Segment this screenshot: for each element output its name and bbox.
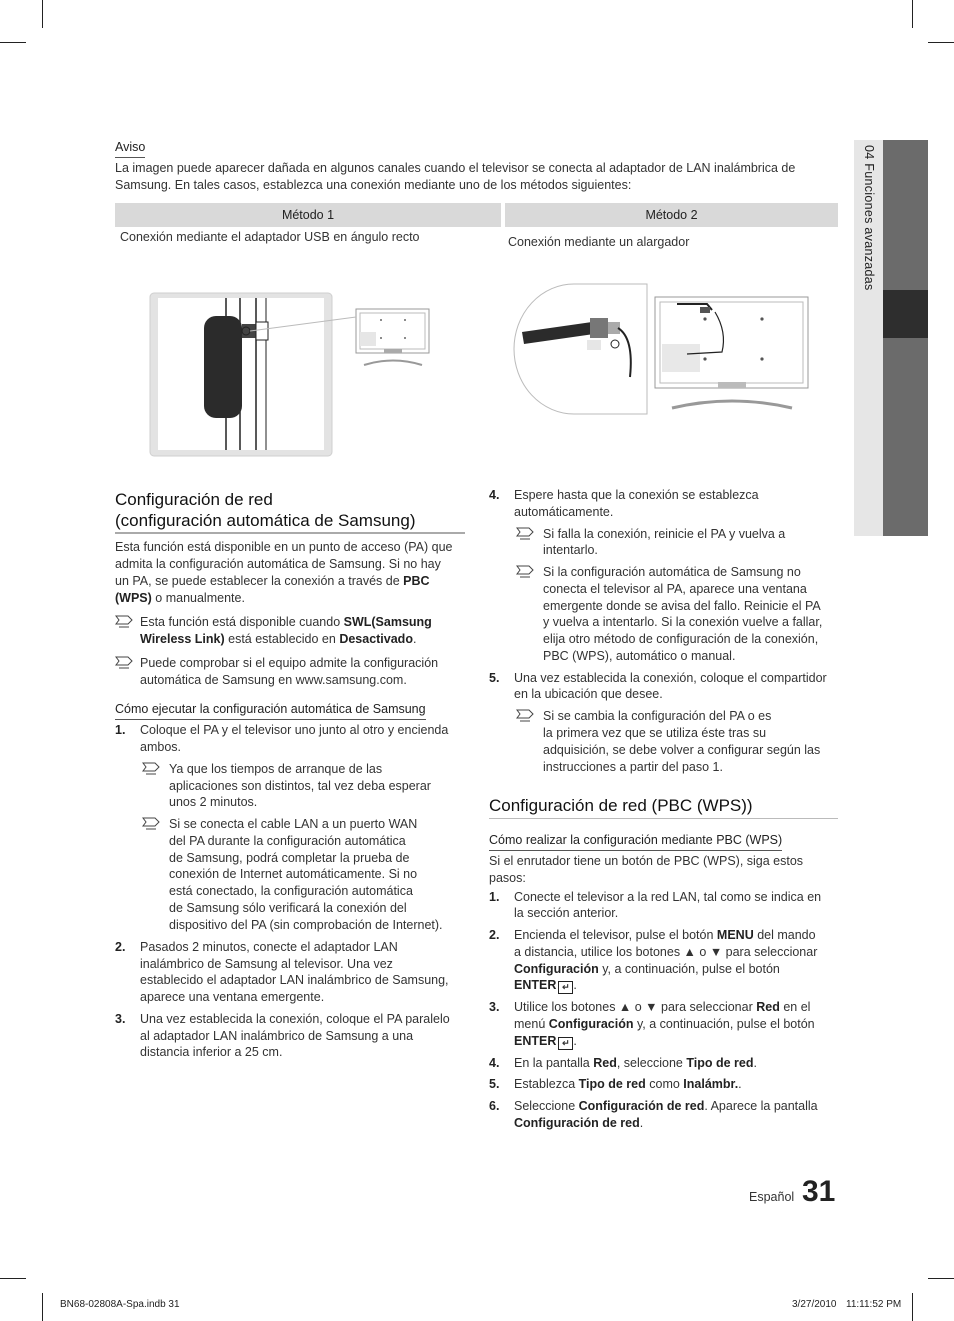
section2-intro: pasos: bbox=[489, 871, 526, 885]
note-icon bbox=[115, 614, 133, 628]
footer-date: 3/27/2010 bbox=[792, 1299, 837, 1310]
crop-mark bbox=[928, 1278, 954, 1279]
note-icon bbox=[516, 708, 534, 722]
step4-note2: PBC (WPS), automático o manual. bbox=[543, 649, 736, 663]
notice-text: La imagen puede aparecer dañada en algunos canales cuando el televisor se conecta al adaptador de LAN inalámbrica de Samsung. En tales casos, establezca una conexión mediante uno de los métodos siguientes: bbox=[115, 161, 796, 192]
step5-note: Si se cambia la configuración del PA o es bbox=[543, 709, 772, 723]
step4-note1: intentarlo. bbox=[543, 543, 598, 557]
step1-note2: conexión de Internet automáticamente. Si no bbox=[169, 867, 418, 881]
step-number: 5. bbox=[489, 1077, 500, 1091]
step5-text: Una vez establecida la conexión, coloque el compartidor bbox=[514, 671, 827, 685]
section2-intro: Si el enrutador tiene un botón de PBC (WPS), siga estos bbox=[489, 854, 804, 868]
section1-subheading: Cómo ejecutar la configuración automática de Samsung bbox=[115, 701, 426, 720]
step-number: 4. bbox=[489, 488, 500, 502]
section1-note2: Puede comprobar si el equipo admite la configuración bbox=[140, 656, 439, 670]
section1-intro: un PA, se puede establecer la conexión a través de PBC bbox=[115, 574, 430, 588]
step4-note2: conecta el televisor al PA, aparece una ventana bbox=[543, 582, 807, 596]
pbc-step1: la sección anterior. bbox=[514, 906, 619, 920]
pbc-step3: menú Configuración y, a continuación, pulse el botón bbox=[514, 1017, 815, 1031]
step-number: 2. bbox=[115, 940, 126, 954]
pbc-step6: Configuración de red. bbox=[514, 1116, 644, 1130]
crop-mark bbox=[0, 42, 26, 43]
crop-mark bbox=[0, 1278, 26, 1279]
crop-mark bbox=[912, 0, 913, 28]
step1-note2: de Samsung sólo verificará la conexión del bbox=[169, 901, 407, 915]
step2-text: establecido el adaptador LAN inalámbrico de Samsung, bbox=[140, 973, 449, 987]
step1-note2: del PA durante la configuración automática bbox=[169, 834, 406, 848]
pbc-step2: Configuración y, a continuación, pulse el botón bbox=[514, 962, 780, 976]
step-number: 3. bbox=[115, 1012, 126, 1026]
side-tab-chapter: 04 Funciones avanzadas bbox=[862, 145, 876, 291]
step-number: 4. bbox=[489, 1056, 500, 1070]
side-tab-block bbox=[883, 140, 928, 290]
crop-mark bbox=[912, 1293, 913, 1321]
step2-text: inalámbrico de Samsung al televisor. Una vez bbox=[140, 957, 393, 971]
enter-icon: ↵ bbox=[558, 981, 573, 994]
section1-title-line2: (configuración automática de Samsung) bbox=[115, 511, 416, 530]
crop-mark bbox=[928, 42, 954, 43]
step-number: 3. bbox=[489, 1000, 500, 1014]
method1-header: Método 1 bbox=[115, 203, 501, 227]
step4-note2: emergente donde se avisa del fallo. Reinicie el PA bbox=[543, 599, 821, 613]
footer-time: 11:11:52 PM bbox=[846, 1299, 902, 1310]
step1-note2: está conectado, la configuración automática bbox=[169, 884, 413, 898]
pbc-step4: En la pantalla Red, seleccione Tipo de red. bbox=[514, 1056, 757, 1070]
side-tab-active-block bbox=[883, 290, 928, 338]
pbc-step6: Seleccione Configuración de red. Aparece la pantalla bbox=[514, 1099, 818, 1113]
section1-note1: Esta función está disponible cuando SWL(Samsung bbox=[140, 615, 432, 629]
notice-heading: Aviso bbox=[115, 139, 145, 158]
pbc-step5: Establezca Tipo de red como Inalámbr.. bbox=[514, 1077, 742, 1091]
step1-note2: de Samsung, podrá completar la prueba de bbox=[169, 851, 410, 865]
step5-note: adquisición, se debe volver a configurar según las bbox=[543, 743, 821, 757]
method1-illustration bbox=[148, 292, 438, 460]
footer-language: Español bbox=[749, 1190, 795, 1204]
note-icon bbox=[142, 816, 160, 830]
step1-note1: aplicaciones son distintos, tal vez deba esperar bbox=[169, 779, 431, 793]
step-number: 1. bbox=[115, 723, 126, 737]
method2-header: Método 2 bbox=[505, 203, 838, 227]
pbc-step2: Encienda el televisor, pulse el botón MENU del mando bbox=[514, 928, 816, 942]
step1-text: ambos. bbox=[140, 740, 181, 754]
step2-text: aparece una ventana emergente. bbox=[140, 990, 325, 1004]
step3-text: distancia inferior a 25 cm. bbox=[140, 1045, 283, 1059]
step5-note: la primera vez que se utiliza éste tras su bbox=[543, 726, 767, 740]
side-tab-block bbox=[883, 338, 928, 536]
section1-intro: admita la configuración automática de Samsung. Si no hay bbox=[115, 557, 441, 571]
section1-note1: Wireless Link) está establecido en Desactivado. bbox=[140, 632, 417, 646]
step5-text: en la ubicación que desee. bbox=[514, 687, 663, 701]
step1-note2: Si se conecta el cable LAN a un puerto WAN bbox=[169, 817, 418, 831]
step1-note1: unos 2 minutos. bbox=[169, 795, 258, 809]
method1-text: Conexión mediante el adaptador USB en ángulo recto bbox=[120, 230, 420, 244]
section2-title: Configuración de red (PBC (WPS)) bbox=[489, 796, 753, 815]
step4-text: Espere hasta que la conexión se establezca bbox=[514, 488, 759, 502]
pbc-step3-enter: ENTER ↵ . bbox=[514, 1034, 577, 1048]
step4-note2: elija otro método de configuración de la conexión, bbox=[543, 632, 819, 646]
enter-icon: ↵ bbox=[558, 1037, 573, 1050]
section1-title-line1: Configuración de red bbox=[115, 490, 273, 509]
step1-text: Coloque el PA y el televisor uno junto al otro y encienda bbox=[140, 723, 449, 737]
pbc-step2: a distancia, utilice los botones ▲ o ▼ para seleccionar bbox=[514, 945, 818, 959]
section1-intro: Esta función está disponible en un punto de acceso (PA) que bbox=[115, 540, 453, 554]
pbc-step1: Conecte el televisor a la red LAN, tal como se indica en bbox=[514, 890, 822, 904]
method2-text: Conexión mediante un alargador bbox=[508, 235, 690, 249]
section1-rule bbox=[115, 532, 465, 534]
note-icon bbox=[516, 526, 534, 540]
pbc-step3: Utilice los botones ▲ o ▼ para seleccionar Red en el bbox=[514, 1000, 811, 1014]
section1-intro: (WPS) o manualmente. bbox=[115, 591, 245, 605]
step5-note: instrucciones a partir del paso 1. bbox=[543, 760, 723, 774]
note-icon bbox=[516, 564, 534, 578]
section2-rule bbox=[489, 818, 838, 819]
step4-note2: y vuelva a intentarlo. Si la conexión vuelve a fallar, bbox=[543, 615, 823, 629]
step1-note2: dispositivo del PA (sin comprobación de Internet). bbox=[169, 918, 443, 932]
step-number: 5. bbox=[489, 671, 500, 685]
pbc-step2-enter: ENTER ↵ . bbox=[514, 978, 577, 992]
crop-mark bbox=[42, 0, 43, 28]
step-number: 1. bbox=[489, 890, 500, 904]
step4-text: automáticamente. bbox=[514, 505, 614, 519]
section1-note2: automática de Samsung en www.samsung.com. bbox=[140, 673, 407, 687]
footer-file: BN68-02808A-Spa.indb 31 bbox=[60, 1299, 180, 1310]
step1-note1: Ya que los tiempos de arranque de las bbox=[169, 762, 383, 776]
step3-text: al adaptador LAN inalámbrico de Samsung a una bbox=[140, 1029, 414, 1043]
step-number: 2. bbox=[489, 928, 500, 942]
method2-illustration bbox=[512, 282, 812, 417]
step4-note2: Si la configuración automática de Samsung no bbox=[543, 565, 801, 579]
step2-text: Pasados 2 minutos, conecte el adaptador LAN bbox=[140, 940, 398, 954]
step4-note1: Si falla la conexión, reinicie el PA y vuelva a bbox=[543, 527, 786, 541]
page-number: 31 bbox=[802, 1175, 836, 1208]
step-number: 6. bbox=[489, 1099, 500, 1113]
section2-subheading: Cómo realizar la configuración mediante PBC (WPS) bbox=[489, 832, 782, 851]
crop-mark bbox=[42, 1293, 43, 1321]
note-icon bbox=[115, 655, 133, 669]
note-icon bbox=[142, 761, 160, 775]
step3-text: Una vez establecida la conexión, coloque el PA paralelo bbox=[140, 1012, 450, 1026]
